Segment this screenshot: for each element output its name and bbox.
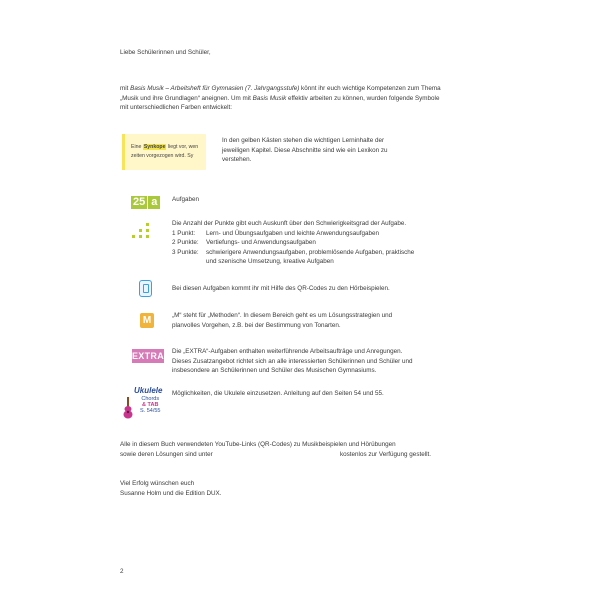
ukulele-icon-title: Ukulele [134,386,163,395]
lexicon-line2: zeiten vorgezogen wird. Sy [131,153,194,159]
ukulele-icon [120,385,164,427]
intro-line-1 [120,84,441,94]
difficulty-row-3-continued: und szenische Umsetzung, kreative Aufgaben [206,258,334,265]
extra-icon: EXTRA [132,351,165,361]
intro-line-2-a: „Musik und ihre Grundlagen“ aneignen. Um mit [120,94,253,102]
youtube-line-1: Alle in diesem Buch verwendeten YouTube-Links (QR-Codes) zu Musikbeispielen und Hörübungen [120,441,396,448]
task-number-icon [131,192,160,210]
closing-line-2: Susanne Holm und die Edition DUX. [120,489,222,497]
intro-rest: könnt ihr euch wichtige Kompetenzen zum Thema [299,85,441,92]
ukulele-icon-pages: S. 54/55 [140,408,161,414]
book-title: Basis Musik – Arbeitsheft für Gymnasien (7. Jahrgangsstufe) [130,85,300,92]
difficulty-row-label: 3 Punkte: [172,248,199,256]
lexicon-example-text [131,143,198,161]
task-letter-badge: a [148,196,160,209]
difficulty-row-text: Vertiefungs- und Anwendungsaufgaben [206,239,316,246]
lexicon-example-box [122,134,206,170]
lexicon-desc-line-2: jeweiligen Kapitel. Diese Abschnitte sind wie ein Lexikon zu [222,146,388,154]
extra-desc-line-1: Die „EXTRA“-Aufgaben enthalten weiterführende Arbeitsaufträge und Anregungen. [172,348,403,355]
dot [139,229,142,232]
qr-phone-icon [139,280,152,297]
ukulele-icon-tab: & TAB [142,402,159,408]
methods-desc-line-2: planvolles Vorgehen, z.B. bei der Bestimmung von Tonarten. [172,321,341,329]
intro-line-2-b: effektiv arbeiten zu können, wurden folgende Symbole [286,94,440,102]
ukulele-icon-subtitle [140,396,161,414]
closing-line-1: Viel Erfolg wünschen euch [120,480,195,487]
dot [132,235,135,238]
lexicon-highlight-term: Synkope [143,144,166,150]
difficulty-row-1 [172,229,379,239]
youtube-line-2-a: sowie deren Lösungen sind unter [120,450,213,458]
difficulty-row-label: 2 Punkte: [172,239,199,246]
dot [146,223,149,226]
dot [146,229,149,232]
dot [139,235,142,238]
methods-icon: M [140,313,154,328]
page-number: 2 [120,568,124,575]
extra-desc-line-3: insbesondere an Schülerinnen und Schüler des Musischen Gymnasiums. [172,367,377,374]
lexicon-line1-post: liegt vor, wen [166,144,199,150]
methods-desc-line-1: „M“ steht für „Methoden“. In diesem Bereich geht es um Lösungsstrategien und [172,312,393,319]
difficulty-row-3 [172,248,414,258]
qr-desc: Bei diesen Aufgaben kommt ihr mit Hilfe des QR-Codes zu den Hörbeispielen. [172,285,390,292]
intro-prefix: mit [120,85,131,92]
youtube-line-2-b: kostenlos zur Verfügung gestellt. [340,450,432,458]
tasks-label: Aufgaben [172,196,199,203]
difficulty-row-label: 1 Punkt: [172,229,196,237]
ukulele-desc: Möglichkeiten, die Ukulele einzusetzen. Anleitung auf den Seiten 54 und 55. [172,390,384,397]
intro-line-2-italic: Basis Musik [252,94,287,102]
task-number-badge: 25 [133,196,146,208]
lexicon-desc-line-1: In den gelben Kästen stehen die wichtigen Lerninhalte der [222,137,385,144]
difficulty-row-2 [172,238,316,248]
difficulty-row-text: Lern- und Übungsaufgaben und leichte Anwendungsaufgaben [206,229,379,237]
difficulty-dots-icon [132,224,156,240]
lexicon-desc-line-3: verstehen. [222,156,252,163]
ukulele-body-icon [123,397,133,419]
difficulty-intro: Die Anzahl der Punkte gibt euch Auskunft über den Schwierigkeitsgrad der Aufgabe. [172,220,407,227]
lexicon-box-bar [122,134,125,170]
difficulty-row-text: schwierigere Anwendungsaufgaben, problemlösende Aufgaben, praktische [206,248,415,256]
intro-line-2 [120,94,439,104]
dot [146,235,149,238]
ukulele-icon-chords: Chords [141,396,160,402]
greeting: Liebe Schülerinnen und Schüler, [120,49,211,56]
lexicon-line1-pre: Eine [131,144,143,150]
intro-line-3: mit unterschiedlichen Farben entwickelt: [120,104,232,111]
extra-desc-line-2: Dieses Zusatzangebot richtet sich an alle interessierten Schülerinnen und Schüler und [172,357,413,365]
